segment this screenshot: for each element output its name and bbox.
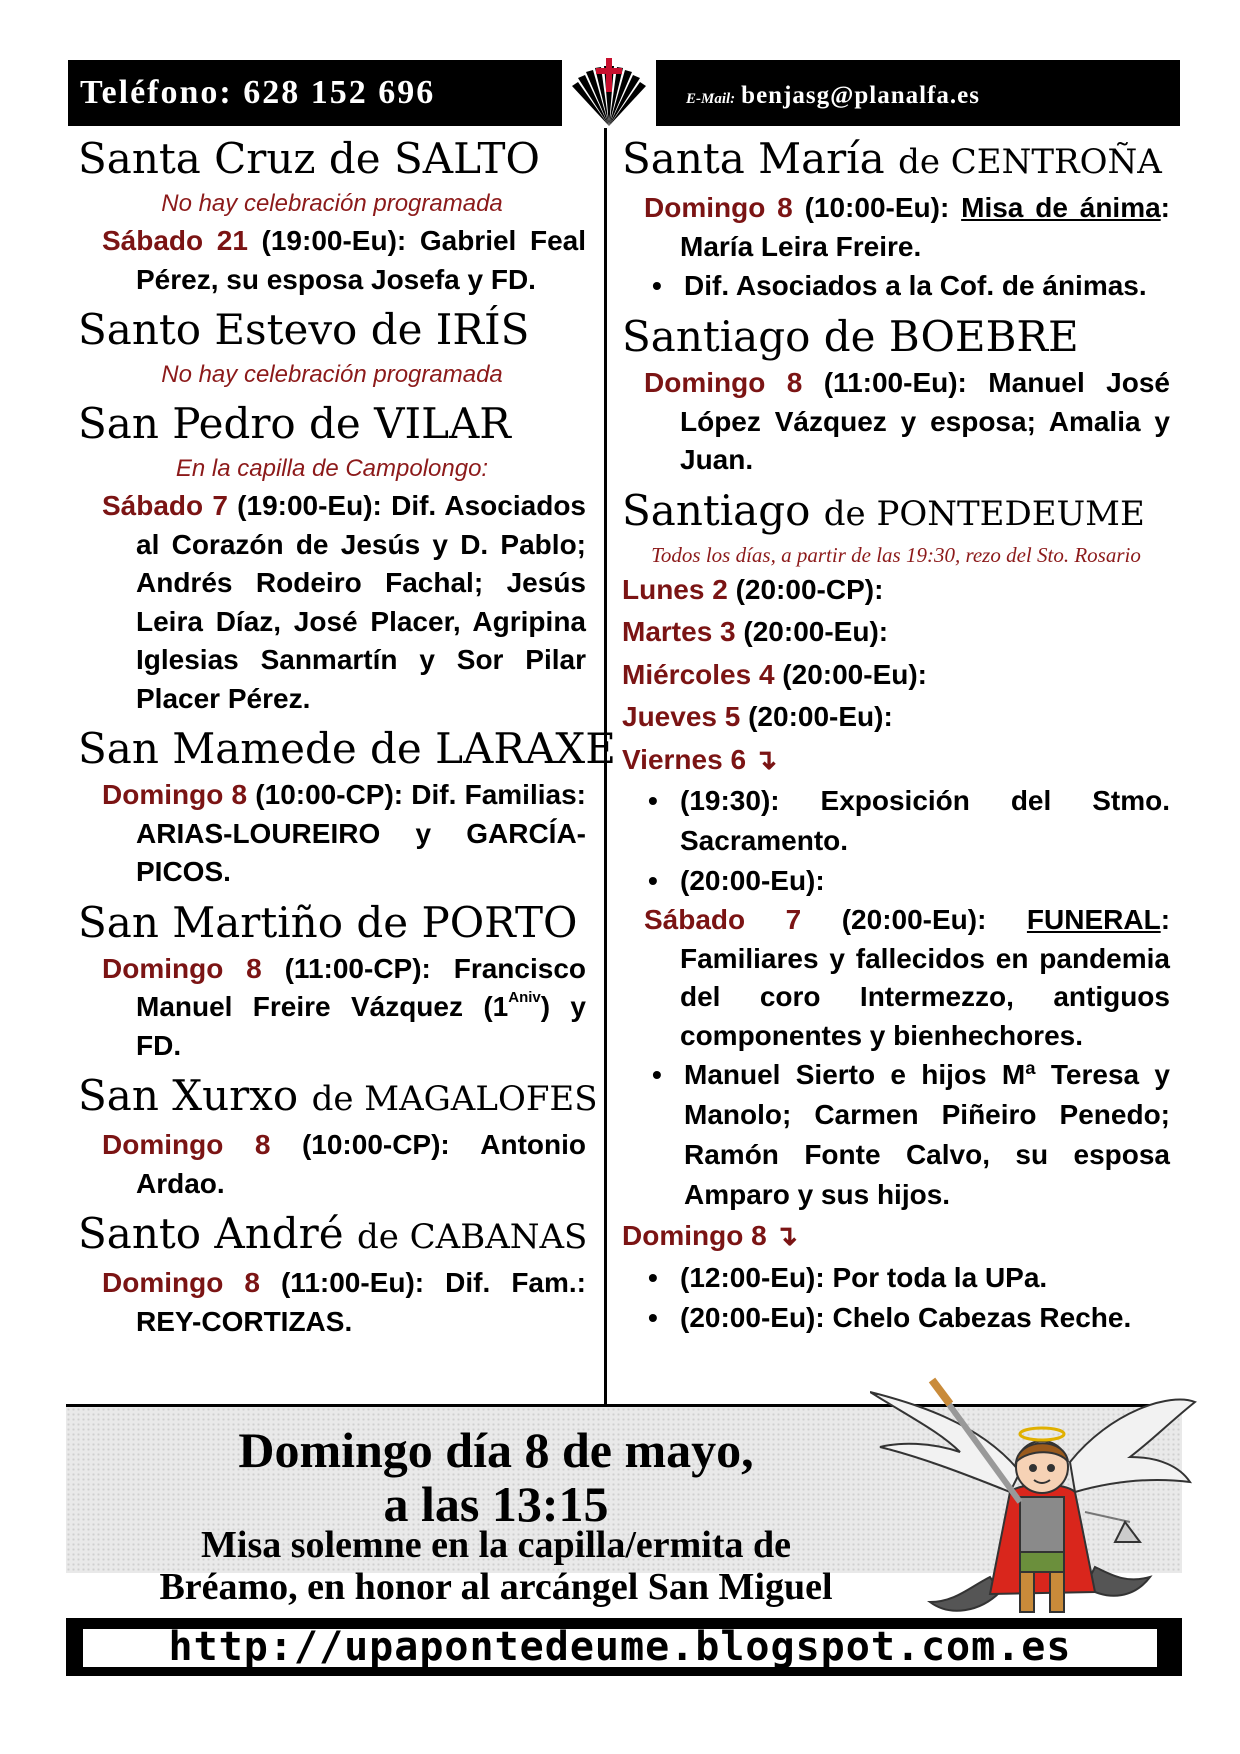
mass-entry: Sábado 7 (19:00-Eu): Dif. Asociados al Corazón de Jesús y D. Pablo; Andrés Rodeiro Fachal; Jesús Leira Díaz, José Placer, Agripina Iglesias Sanmartín y Sor Pilar Placer Pérez. [102, 490, 586, 714]
parish-heading-vilar: San Pedro de VILAR [78, 399, 511, 448]
phone-bar [68, 60, 562, 126]
mass-entry: Domingo 8 (11:00-CP): Francisco Manuel Freire Vázquez $(1^{Aniv})$ y FD. [102, 952, 586, 1061]
parish-heading-centrona: Santa María de CENTROÑA [622, 134, 1162, 183]
parish-heading-laraxe: San Mamede de LARAXE [78, 724, 616, 773]
mass-entry: Domingo 8 (11:00-Eu): Manuel José López Vázquez y esposa; Amalia y Juan. [644, 367, 1170, 475]
left-column [78, 128, 616, 1341]
parish-heading-iris: Santo Estevo de IRÍS [78, 305, 530, 354]
phone-number: Teléfono: 628 152 696 [80, 74, 436, 111]
mass-entry: Sábado 7 (20:00-Eu): FUNERAL: Familiares y fallecidos en pandemia del coro Intermezzo, antiguos componentes y bienhechores. [644, 904, 1171, 1051]
email-line [686, 82, 980, 110]
mass-entry: Domingo 8 (10:00-CP): Antonio Ardao. [102, 1129, 586, 1199]
no-celebration-note: No hay celebración programada [161, 190, 503, 217]
list-item: • Dif. Asociados a la Cof. de ánimas. [622, 266, 1170, 306]
blog-url-link[interactable]: http://upapontedeume.blogspot.com.es [80, 1626, 1160, 1670]
list-item: • Manuel Sierto e hijos Mª Teresa y Manolo; Carmen Piñeiro Penedo; Ramón Fonte Calvo, su esposa Amparo y sus hijos. [622, 1055, 1170, 1215]
mass-entry: Martes 3 (20:00-Eu): [622, 616, 889, 647]
email-address[interactable]: benjasg@planalfa.es [741, 82, 980, 109]
email-label: E-Mail: [686, 91, 736, 107]
list-item: • (12:00-Eu): Por toda la UPa. [622, 1258, 1170, 1298]
archangel-michael-illustration [870, 1362, 1200, 1634]
email-bar [656, 60, 1180, 126]
announcement-text: Bréamo, en honor al arcángel San Miguel [159, 1566, 833, 1608]
mass-entry: Domingo 8 (11:00-Eu): Dif. Fam.: REY-CORTIZAS. [102, 1267, 586, 1337]
announcement-time: a las 13:15 [383, 1476, 609, 1532]
chapel-note: En la capilla de Campolongo: [175, 455, 489, 482]
parish-heading-porto: San Martiño de PORTO [78, 897, 578, 947]
mass-entry: Domingo 8 (10:00-Eu): Misa de ánima: María Leira Freire. [644, 192, 1170, 262]
mass-entry: Lunes 2 (20:00-CP): [622, 573, 884, 605]
mass-entry: Sábado 21 (19:00-Eu): Gabriel Feal Pérez, su esposa Josefa y FD. [102, 225, 586, 295]
announcement-text: Misa solemne en la capilla/ermita de [201, 1524, 791, 1566]
list-item: • (20:00-Eu): [622, 861, 1170, 901]
list-item: • (19:30): Exposición del Stmo. Sacramento. [622, 781, 1170, 861]
parish-heading-cabanas: Santo André de CABANAS [78, 1209, 588, 1258]
no-celebration-note: No hay celebración programada [161, 361, 503, 388]
mass-entry: Jueves 5 (20:00-Eu): [622, 701, 893, 732]
right-column [622, 128, 1170, 1338]
announcement-date: Domingo día 8 de mayo, [238, 1422, 754, 1478]
parish-heading-pontedeume: Santiago de PONTEDEUME [622, 485, 1145, 535]
parish-heading-magalofes: San Xurxo de MAGALOFES [78, 1071, 598, 1120]
mass-entry: Domingo 8 (10:00-CP): Dif. Familias: ARIAS-LOUREIRO y GARCÍA-PICOS. [102, 779, 586, 887]
mass-entry: Domingo 8 ↴ [622, 1220, 798, 1251]
parish-heading-salto: Santa Cruz de SALTO [78, 134, 540, 183]
rosary-note: Todos los días, a partir de las 19:30, rezo del Sto. Rosario [651, 542, 1141, 567]
list-item: • (20:00-Eu): Chelo Cabezas Reche. [622, 1298, 1170, 1338]
mass-entry: Miércoles 4 (20:00-Eu): [622, 658, 927, 690]
parish-heading-boebre: Santiago de BOEBRE [622, 312, 1079, 361]
blog-url-bar [66, 1618, 1182, 1676]
mass-entry: Viernes 6 ↴ [622, 743, 778, 775]
pilgrim-shell-cross-icon [564, 56, 654, 128]
